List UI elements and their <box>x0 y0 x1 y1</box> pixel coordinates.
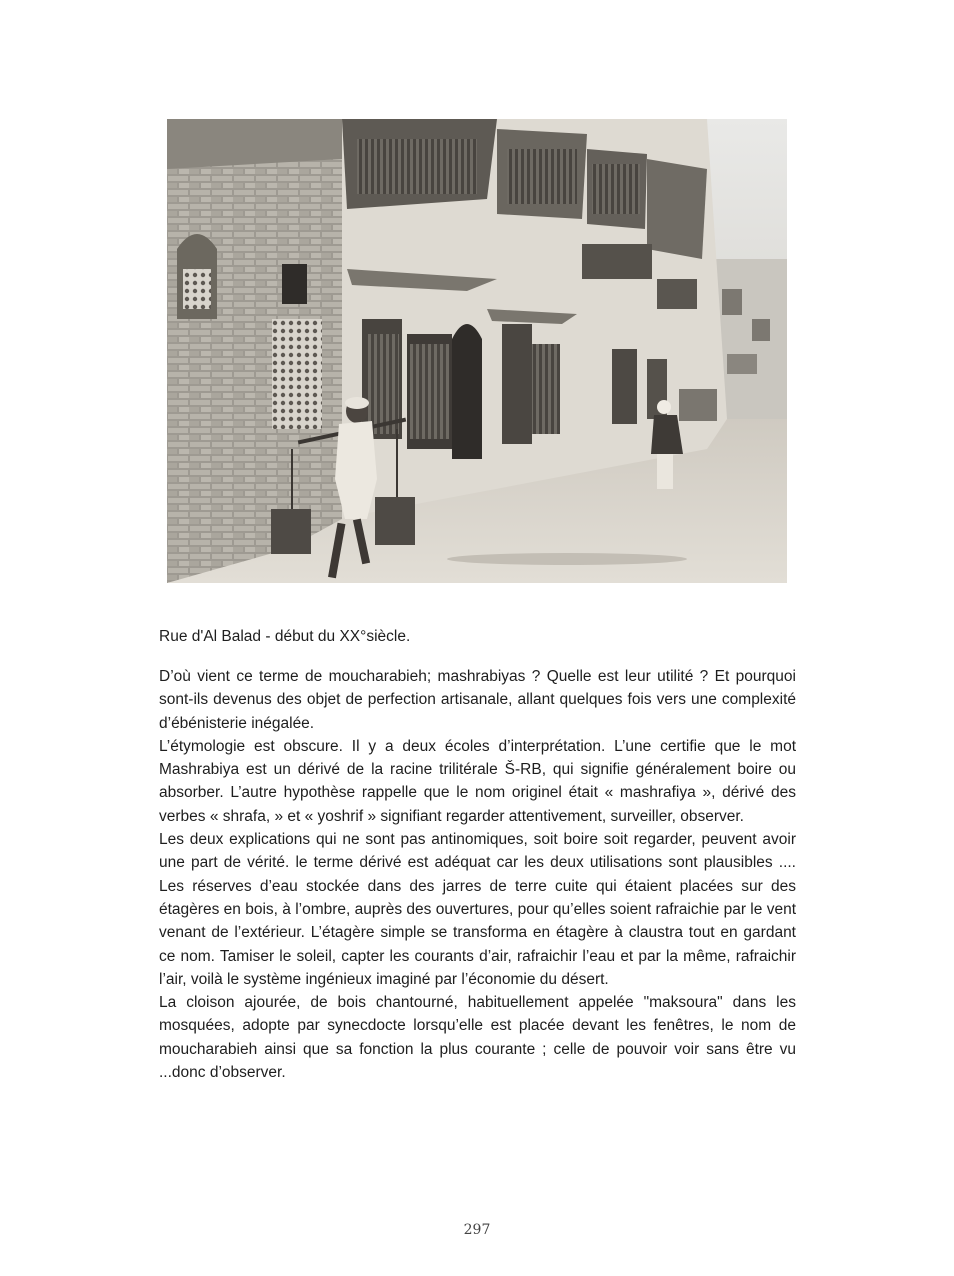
paragraph: D’où vient ce terme de moucharabieh; mashrabiyas ? Quelle est leur utilité ? Et pourquoi sont-ils devenus des objet de perfection artisanale, allant quelques fois vers une complexité d’ébénisterie inégalée. <box>159 668 796 732</box>
paragraph: La cloison ajourée, de bois chantourné, habituellement appelée "maksoura" dans les mosquées, adopte par synecdocte lorsqu’elle est placée devant les fenêtres, le nom de moucharabieh ainsi que sa fonction la plus courante ; celle de pouvoir voir sans être vu ...donc d’observer. <box>159 994 796 1082</box>
page-number: 297 <box>463 1222 491 1238</box>
historic-street-photo <box>167 119 787 583</box>
paragraph: Les deux explications qui ne sont pas antinomiques, soit boire soit regarder, peuvent avoir une part de vérité. le terme dérivé est adéquat car les deux utilisations sont plausibles .... Les réserves d’eau stockée dans des jarres de terre cuite qui étaient placées sur des étagères en bois, à l’ombre, auprès des ouvertures, pour qu’elles soient rafraichie par le vent venant de l’extérieur. L’étagère simple se transforma en étagère à claustra tout en gardant ce nom. Tamiser le soleil, capter les courants d’air, rafraichir l’eau et par la même, rafraichir l’air, voilà le système ingénieux imaginé par l’économie du désert. <box>159 831 796 988</box>
photo-caption: Rue d'Al Balad - début du XX°siècle. <box>159 628 411 645</box>
paragraph: L’étymologie est obscure. Il y a deux écoles d’interprétation. L’une certifie que le mot Mashrabiya est un dérivé de la racine trilitérale Š-RB, qui signifie généralement boire ou absorber. L’autre hypothèse rappelle que le nom originel était « mashrafiya », dérivé des verbes « shrafa, » et « yoshrif » signifiant regarder attentivement, surveiller, observer. <box>159 737 796 825</box>
article-body <box>159 665 796 1084</box>
